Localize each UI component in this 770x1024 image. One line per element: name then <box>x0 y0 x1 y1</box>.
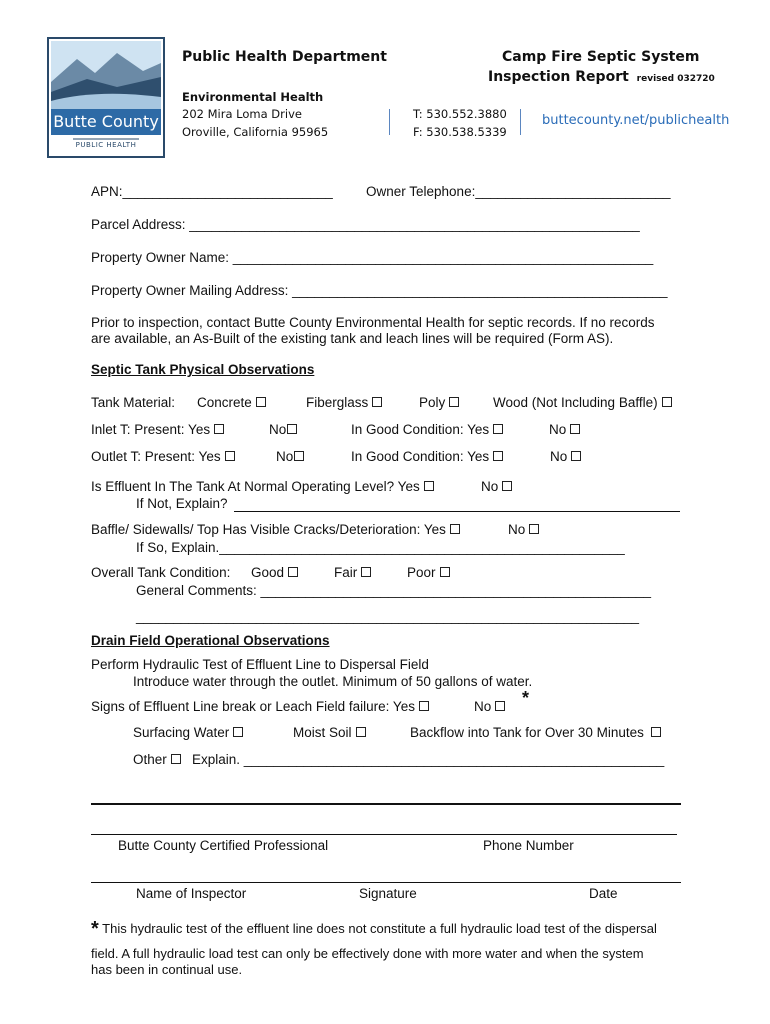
outlet-good-no-option[interactable] <box>550 449 581 464</box>
outlet-label: Outlet T: Present: Yes <box>91 449 221 464</box>
mailing-address-field[interactable]: Property Owner Mailing Address: __________________________________________________ <box>91 283 668 298</box>
inlet-good-no-checkbox[interactable] <box>570 424 580 434</box>
effluent-level-option[interactable] <box>91 479 434 494</box>
header-separator-1 <box>389 109 390 135</box>
poly-label: Poly <box>419 395 446 410</box>
inlet-label: Inlet T: Present: Yes <box>91 422 211 437</box>
inlet-no-checkbox[interactable] <box>287 424 297 434</box>
date-label: Date <box>589 886 618 901</box>
surfacing-checkbox[interactable] <box>233 727 243 737</box>
fiberglass-label: Fiberglass <box>306 395 369 410</box>
tank-section-heading: Septic Tank Physical Observations <box>91 362 315 377</box>
good-checkbox[interactable] <box>288 567 298 577</box>
other-checkbox[interactable] <box>171 754 181 764</box>
records-note-line-1: Prior to inspection, contact Butte County Environmental Health for septic records. If no records <box>91 315 655 330</box>
concrete-label: Concrete <box>197 395 252 410</box>
effluent-explain-line[interactable] <box>234 511 680 512</box>
report-title-line-1: Camp Fire Septic System <box>502 49 700 65</box>
footnote-text-1: This hydraulic test of the effluent line does not constitute a full hydraulic load test of the dispersal <box>98 921 657 936</box>
apn-field[interactable]: APN:____________________________ <box>91 184 333 199</box>
signs-yes-checkbox[interactable] <box>419 701 429 711</box>
baffle-no-option[interactable] <box>508 522 539 537</box>
signs-label: Signs of Effluent Line break or Leach Field failure: Yes <box>91 699 415 714</box>
inlet-good-label: In Good Condition: Yes <box>351 422 490 437</box>
good-option[interactable] <box>251 565 298 580</box>
tank-material-label: Tank Material: <box>91 395 176 410</box>
other-option[interactable] <box>133 752 181 767</box>
inlet-yes-checkbox[interactable] <box>214 424 224 434</box>
wood-checkbox[interactable] <box>662 397 672 407</box>
backflow-option[interactable] <box>410 725 661 740</box>
fiberglass-option[interactable] <box>306 395 382 410</box>
revision-label: revised 032720 <box>636 74 715 84</box>
baffle-no-checkbox[interactable] <box>529 524 539 534</box>
fiberglass-checkbox[interactable] <box>372 397 382 407</box>
concrete-option[interactable] <box>197 395 266 410</box>
owner-telephone-field[interactable]: Owner Telephone:__________________________ <box>366 184 671 199</box>
outlet-yes-checkbox[interactable] <box>225 451 235 461</box>
other-label: Other <box>133 752 167 767</box>
phone-number-label: Phone Number <box>483 838 574 853</box>
outlet-good-label: In Good Condition: Yes <box>351 449 490 464</box>
inspector-name-label: Name of Inspector <box>136 886 247 901</box>
report-title-line-2 <box>488 69 715 85</box>
certified-professional-label: Butte County Certified Professional <box>118 838 329 853</box>
wood-option[interactable] <box>493 395 672 410</box>
outlet-good-yes-checkbox[interactable] <box>493 451 503 461</box>
moist-label: Moist Soil <box>293 725 352 740</box>
address-line-1: 202 Mira Loma Drive <box>182 107 302 121</box>
department-name: Public Health Department <box>182 49 387 65</box>
backflow-label: Backflow into Tank for Over 30 Minutes <box>410 725 644 740</box>
signs-no-option[interactable] <box>474 699 505 714</box>
owner-name-field[interactable]: Property Owner Name: ________________________________________________________ <box>91 250 654 265</box>
inlet-good-no-label: No <box>549 422 567 437</box>
address-line-2: Oroville, California 95965 <box>182 125 329 139</box>
inlet-no-label: No <box>269 422 287 437</box>
poly-option[interactable] <box>419 395 459 410</box>
signs-no-checkbox[interactable] <box>495 701 505 711</box>
outlet-no-checkbox[interactable] <box>294 451 304 461</box>
inlet-present-option[interactable] <box>91 422 224 437</box>
outlet-no-option[interactable] <box>276 449 304 464</box>
parcel-address-field[interactable]: Parcel Address: ____________________________________________________________ <box>91 217 640 232</box>
baffle-yes-checkbox[interactable] <box>450 524 460 534</box>
division-name: Environmental Health <box>182 90 324 104</box>
effluent-no-label: No <box>481 479 499 494</box>
website-link[interactable]: buttecounty.net/publichealth <box>542 113 730 128</box>
effluent-yes-checkbox[interactable] <box>424 481 434 491</box>
asterisk-marker: * <box>522 688 530 708</box>
general-comments-field[interactable]: General Comments: ____________________________________________________ <box>136 583 651 598</box>
outlet-no-label: No <box>276 449 294 464</box>
footnote-asterisk: * <box>91 918 99 940</box>
effluent-explain-label: If Not, Explain? <box>136 496 228 511</box>
hydraulic-test-text: Perform Hydraulic Test of Effluent Line to Dispersal Field <box>91 657 429 672</box>
surfacing-label: Surfacing Water <box>133 725 230 740</box>
logo-sub: PUBLIC HEALTH <box>75 141 137 149</box>
poor-option[interactable] <box>407 565 450 580</box>
inlet-no-option[interactable] <box>269 422 297 437</box>
moist-checkbox[interactable] <box>356 727 366 737</box>
outlet-good-no-checkbox[interactable] <box>571 451 581 461</box>
fair-checkbox[interactable] <box>361 567 371 577</box>
effluent-no-checkbox[interactable] <box>502 481 512 491</box>
logo-name: Butte County <box>53 112 159 131</box>
inspector-signature-line[interactable] <box>91 882 681 883</box>
baffle-option[interactable] <box>91 522 460 537</box>
header-separator-2 <box>520 109 521 135</box>
records-note-line-2: are available, an As-Built of the existing tank and leach lines will be required (Form AS). <box>91 331 614 346</box>
concrete-checkbox[interactable] <box>256 397 266 407</box>
general-comments-line-2[interactable]: ___________________________________________________________________ <box>136 609 640 624</box>
good-label: Good <box>251 565 285 580</box>
other-explain-field[interactable]: Explain. ________________________________________________________ <box>192 752 665 767</box>
fax-number: F: 530.538.5339 <box>413 125 507 139</box>
signs-no-label: No <box>474 699 492 714</box>
moist-soil-option[interactable] <box>293 725 366 740</box>
fair-label: Fair <box>334 565 358 580</box>
butte-county-logo <box>47 37 165 158</box>
poor-checkbox[interactable] <box>440 567 450 577</box>
poor-label: Poor <box>407 565 436 580</box>
backflow-checkbox[interactable] <box>651 727 661 737</box>
drain-section-heading: Drain Field Operational Observations <box>91 633 330 648</box>
inlet-good-option[interactable] <box>351 422 503 437</box>
footnote-line-2: field. A full hydraulic load test can only be effectively done with more water and when the system <box>91 946 644 961</box>
baffle-no-label: No <box>508 522 526 537</box>
effluent-label: Is Effluent In The Tank At Normal Operating Level? Yes <box>91 479 420 494</box>
overall-condition-label: Overall Tank Condition: <box>91 565 231 580</box>
outlet-good-no-label: No <box>550 449 568 464</box>
professional-signature-line[interactable] <box>91 803 681 805</box>
baffle-explain-field[interactable]: If So, Explain.______________________________________________________ <box>136 540 625 555</box>
footnote-line-1 <box>91 918 657 941</box>
report-title-text: Inspection Report <box>488 69 629 85</box>
inlet-good-yes-checkbox[interactable] <box>493 424 503 434</box>
wood-label: Wood (Not Including Baffle) <box>493 395 658 410</box>
footnote-line-3: has been in continual use. <box>91 962 243 977</box>
phone-number: T: 530.552.3880 <box>413 107 507 121</box>
fair-option[interactable] <box>334 565 371 580</box>
effluent-no-option[interactable] <box>481 479 512 494</box>
surfacing-water-option[interactable] <box>133 725 243 740</box>
outlet-present-option[interactable] <box>91 449 235 464</box>
professional-name-line[interactable] <box>91 834 677 835</box>
inlet-good-no-option[interactable] <box>549 422 580 437</box>
baffle-label: Baffle/ Sidewalls/ Top Has Visible Cracks/Deterioration: Yes <box>91 522 446 537</box>
outlet-good-option[interactable] <box>351 449 503 464</box>
signature-label: Signature <box>359 886 417 901</box>
introduce-water-text: Introduce water through the outlet. Minimum of 50 gallons of water. <box>133 674 533 689</box>
signs-option[interactable] <box>91 699 429 714</box>
poly-checkbox[interactable] <box>449 397 459 407</box>
